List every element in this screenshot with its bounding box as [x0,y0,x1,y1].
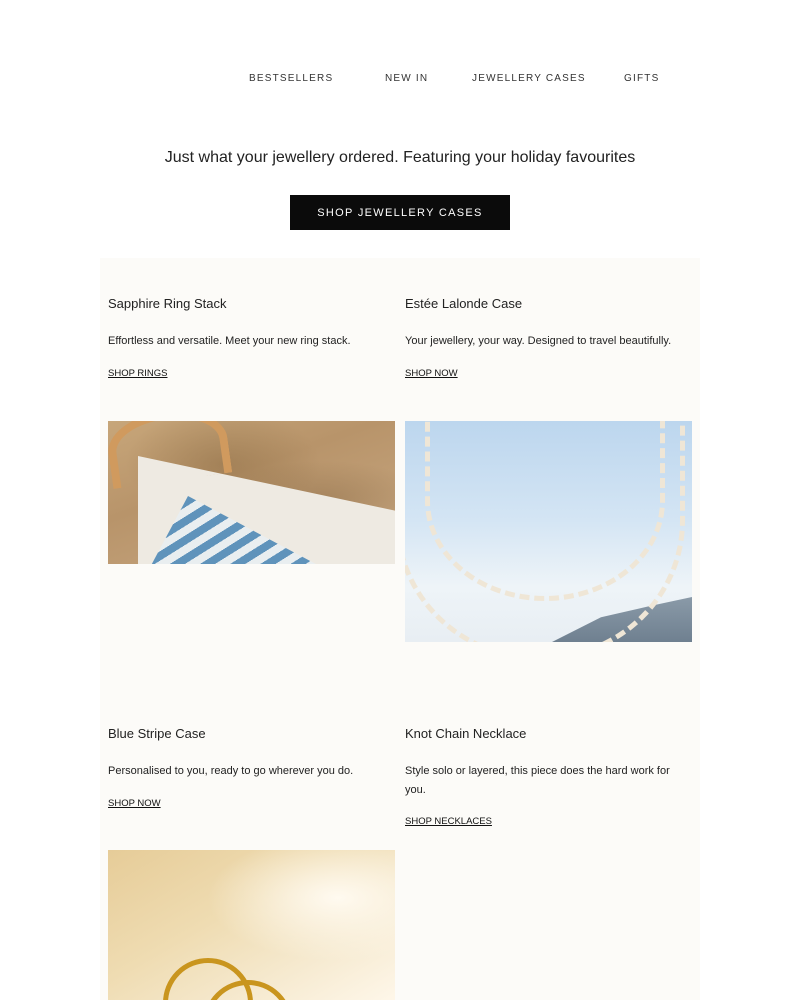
product-card-blue-stripe-case [108,725,395,811]
nav-new-in[interactable]: NEW IN [385,73,429,84]
nav-bestsellers[interactable]: BESTSELLERS [249,73,334,84]
product-title: Blue Stripe Case [108,726,206,741]
product-description: Effortless and versatile. Meet your new ring stack. [108,335,351,347]
product-title: Estée Lalonde Case [405,296,523,311]
shop-now-link[interactable]: SHOP NOW [405,367,458,379]
gold-hoop-earrings-image[interactable] [108,850,395,1000]
hero-headline: Just what your jewellery ordered. Featuring your holiday favourites [164,149,636,166]
product-title: Sapphire Ring Stack [108,296,227,311]
chain-shape [405,421,685,642]
shop-jewellery-cases-button[interactable]: SHOP JEWELLERY CASES [290,195,510,230]
product-card-sapphire-ring-stack [108,295,395,381]
product-card-estee-lalonde-case [405,295,692,381]
product-description: Style solo or layered, this piece does the hard work for you. [405,765,670,796]
product-description: Your jewellery, your way. Designed to travel beautifully. [405,335,672,347]
shop-rings-link[interactable]: SHOP RINGS [108,367,168,379]
chain-necklaces-sky-image[interactable] [405,421,692,642]
nav-jewellery-cases[interactable]: JEWELLERY CASES [472,73,586,84]
product-title: Knot Chain Necklace [405,726,527,741]
nav-gifts[interactable]: GIFTS [624,73,660,84]
main-nav [0,72,800,86]
product-grid [100,258,700,1000]
beach-bag-striped-case-image[interactable] [108,421,395,564]
shop-necklaces-link[interactable]: SHOP NECKLACES [405,816,492,827]
shop-now-link[interactable]: SHOP NOW [108,797,161,809]
product-card-knot-chain-necklace [405,725,692,829]
product-description: Personalised to you, ready to go wherever you do. [108,765,354,777]
